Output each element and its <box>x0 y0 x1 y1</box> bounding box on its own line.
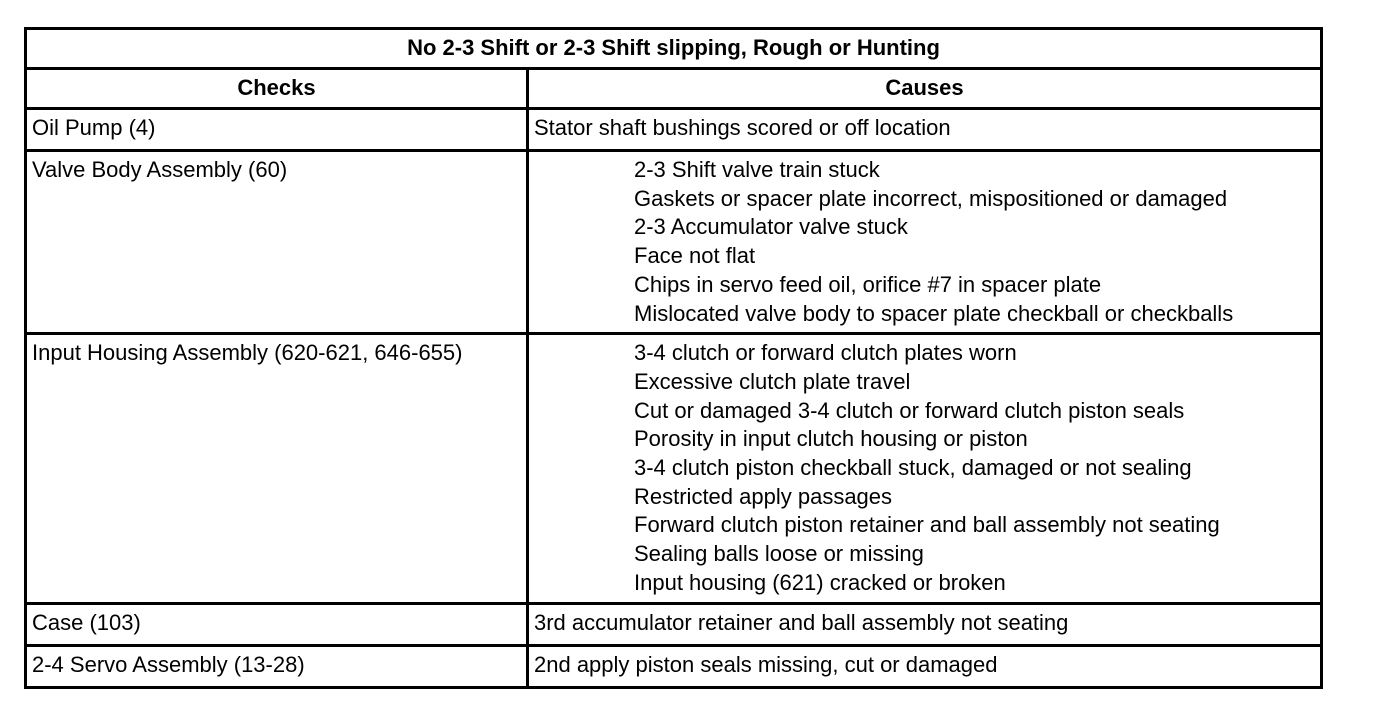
cause-item: Porosity in input clutch housing or piston <box>634 426 1028 452</box>
header-row <box>26 69 1322 109</box>
causes-cell <box>528 334 1322 603</box>
cause-item: Forward clutch piston retainer and ball assembly not seating <box>634 512 1220 538</box>
table-row-servo <box>26 645 1322 687</box>
cause-item: Face not flat <box>634 243 756 269</box>
causes-list <box>534 156 1316 328</box>
cause-item: 3-4 clutch or forward clutch plates worn <box>634 340 1017 366</box>
causes-list <box>534 339 1316 597</box>
cause-cell: Stator shaft bushings scored or off location <box>528 109 1322 151</box>
title-row <box>26 29 1322 69</box>
table-row-case <box>26 603 1322 645</box>
check-cell: Input Housing Assembly (620-621, 646-655) <box>26 334 528 603</box>
cause-item: Mislocated valve body to spacer plate checkball or checkballs <box>634 300 1234 326</box>
check-cell: Valve Body Assembly (60) <box>26 151 528 334</box>
table-row-valve-body <box>26 151 1322 334</box>
cause-cell: 3rd accumulator retainer and ball assembly not seating <box>528 603 1322 645</box>
diagnosis-table <box>24 27 1323 689</box>
table-row-oil-pump <box>26 109 1322 151</box>
causes-cell <box>528 151 1322 334</box>
cause-item: 3-4 clutch piston checkball stuck, damaged or not sealing <box>634 455 1192 481</box>
cause-item: Sealing balls loose or missing <box>634 541 924 567</box>
cause-item: Input housing (621) cracked or broken <box>634 569 1006 595</box>
check-cell: 2-4 Servo Assembly (13-28) <box>26 645 528 687</box>
cause-item: Restricted apply passages <box>634 483 893 509</box>
cause-item: Gaskets or spacer plate incorrect, mispositioned or damaged <box>634 185 1228 211</box>
cause-item: Chips in servo feed oil, orifice #7 in spacer plate <box>634 271 1102 297</box>
causes-header: Causes <box>528 69 1322 109</box>
table-row-input-housing <box>26 334 1322 603</box>
table-title: No 2-3 Shift or 2-3 Shift slipping, Rough or Hunting <box>26 29 1322 69</box>
checks-header: Checks <box>26 69 528 109</box>
cause-item: Excessive clutch plate travel <box>634 368 911 394</box>
check-cell: Case (103) <box>26 603 528 645</box>
check-cell: Oil Pump (4) <box>26 109 528 151</box>
cause-item: 2-3 Shift valve train stuck <box>634 157 880 182</box>
cause-item: 2-3 Accumulator valve stuck <box>634 214 908 240</box>
cause-item: Cut or damaged 3-4 clutch or forward clutch piston seals <box>634 397 1185 423</box>
cause-cell: 2nd apply piston seals missing, cut or damaged <box>528 645 1322 687</box>
